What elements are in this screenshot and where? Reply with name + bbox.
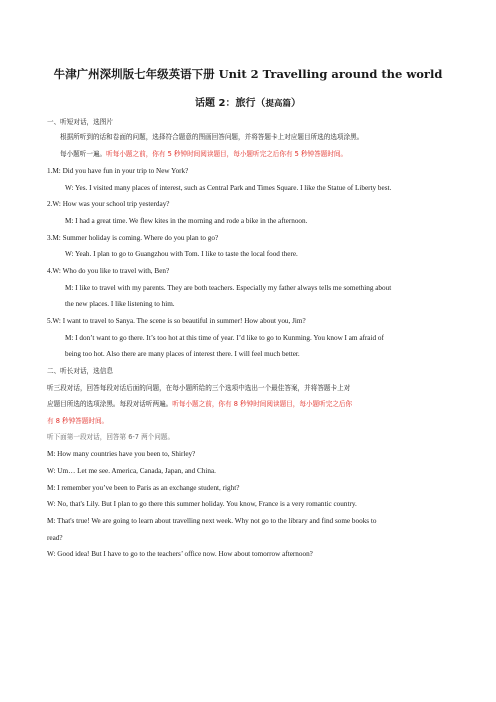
section2-instruction-c: 听每小题之前，你有 8 秒钟时间阅读题目，每小题听完之后你 (172, 400, 353, 408)
s2-line-3: M: I remember you’ve been to Paris as an exchange student, right? (47, 484, 240, 492)
document-title: 牛津广州深圳版七年级英语下册 Unit 2 Travelling around the world (53, 67, 443, 81)
section2-instruction-b-line (47, 400, 352, 409)
s1-line-5: 3.M: Summer holiday is coming. Where do you plan to go? (47, 234, 219, 242)
s2-line-6: read? (47, 534, 63, 542)
s1-line-4: M: I had a great time. We flew kites in the morning and rode a bike in the afternoon. (65, 217, 308, 225)
s1-line-8: M: I like to travel with my parents. They are both teachers. Especially my father always tells me something about (65, 284, 392, 292)
subtitle-end: ） (290, 98, 301, 109)
s1-line-7: 4.W: Who do you like to travel with, Ben? (47, 267, 170, 275)
s1-line-6: W: Yeah. I plan to go to Guangzhou with Tom. I like to taste the local food there. (65, 250, 298, 258)
s2-line-2: W: Um… Let me see. America, Canada, Japan, and China. (47, 467, 216, 475)
s2-line-4: W: No, that's Lily. But I plan to go there this summer holiday. You know, France is a very romantic country. (47, 500, 357, 508)
section1-instruction-c: 听每小题之前，你有 5 秒钟时间阅读题目，每小题听完之后你有 5 秒钟答题时间。 (106, 150, 348, 158)
s1-line-1: 1.M: Did you have fun in your trip to New York? (47, 167, 189, 175)
subtitle-level: 提高篇 (265, 99, 291, 109)
section2-intro: 听下面第一段对话，回答第 6-7 两个问题。 (47, 433, 175, 441)
s1-line-3: 2.W: How was your school trip yesterday? (47, 200, 170, 208)
section2-instruction-a: 听三段对话，回答每段对话后面的问题，在每小题所给的三个选项中选出一个最佳答案，并将答题卡上对 (47, 384, 351, 392)
document-subtitle (0, 94, 496, 109)
s2-line-1: M: How many countries have you been to, Shirley? (47, 450, 196, 458)
s1-line-2: W: Yes. I visited many places of interest, such as Central Park and Times Square. I like the Statue of Liberty best. (65, 184, 392, 192)
s1-line-12: being too hot. Also there are many places of interest there. I will feel much better. (65, 350, 300, 358)
section2-instruction-b: 应题目所选的选项涂黑。每段对话听两遍。 (47, 400, 173, 408)
s1-line-9: the new places. I like listening to him. (65, 300, 175, 308)
section2-heading: 二、听长对话，选信息 (47, 367, 113, 375)
section1-instruction-b: 每小题听一遍。 (60, 150, 107, 158)
section1-instruction-b-line (60, 150, 347, 159)
subtitle-main: 话题 2：旅行（ (195, 98, 266, 109)
s1-line-11: M: I don’t want to go there. It’s too hot at this time of year. I’d like to go to Kunming. You know I am afraid of (65, 334, 384, 342)
s1-line-10: 5.W: I want to travel to Sanya. The scene is so beautiful in summer! How about you, Jim? (47, 317, 306, 325)
section1-instruction-a: 根据所听到的话和卷面的问题，选择符合题意的图画回答问题，并将答题卡上对应题目所选的选项涂黑。 (60, 133, 364, 141)
section2-instruction-d: 有 8 秒钟答题时间。 (47, 417, 109, 425)
s2-line-5: M: That's true! We are going to learn about travelling next week. Why not go to the library and find some books to (47, 517, 377, 525)
section1-heading: 一、听短对话，选图片 (47, 118, 113, 126)
s2-line-7: W: Good idea! But I have to go to the teachers’ office now. How about tomorrow afternoon? (47, 550, 313, 558)
